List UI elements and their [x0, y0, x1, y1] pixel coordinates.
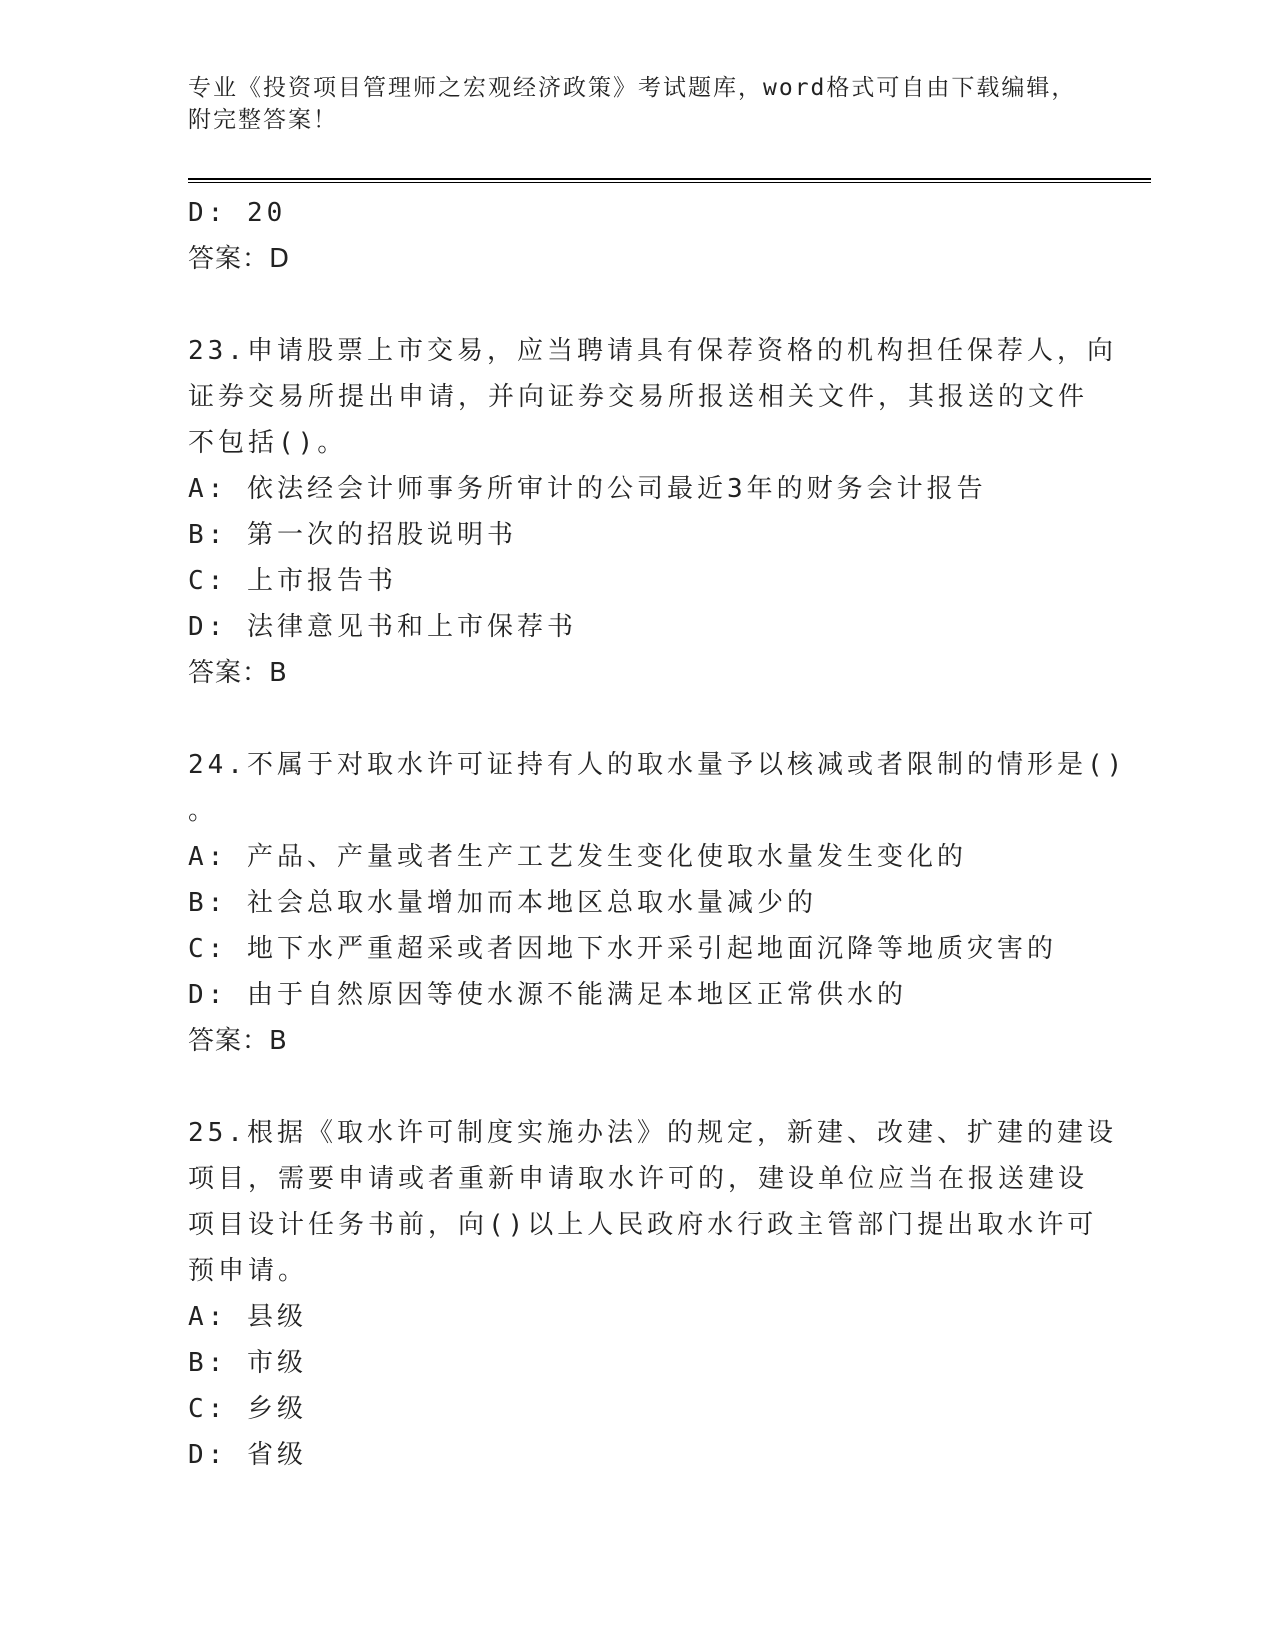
spacer: [188, 696, 1088, 742]
spacer: [188, 1064, 1088, 1110]
header-divider: [188, 178, 1151, 183]
question-text: 。: [188, 796, 219, 826]
option-b: B: 市级: [188, 1348, 307, 1378]
answer-line: 答案：D: [188, 244, 291, 274]
question-text: 项目，需要申请或者重新申请取水许可的，建设单位应当在报送建设: [188, 1164, 1089, 1194]
question-23: [188, 328, 1117, 696]
question-24: [188, 742, 1127, 1064]
question-text: 25.根据《取水许可制度实施办法》的规定，新建、改建、扩建的建设: [188, 1118, 1117, 1148]
option-d: D: 20: [188, 198, 287, 228]
question-text: 23.申请股票上市交易，应当聘请具有保荐资格的机构担任保荐人，向: [188, 336, 1117, 366]
question-text: 预申请。: [188, 1256, 309, 1286]
question-text: 不包括()。: [188, 428, 348, 458]
answer-line: 答案：B: [188, 658, 288, 688]
question-list: [188, 190, 1127, 1478]
option-c: C: 上市报告书: [188, 566, 397, 596]
question-text: 项目设计任务书前，向()以上人民政府水行政主管部门提出取水许可: [188, 1210, 1098, 1240]
option-c: C: 地下水严重超采或者因地下水开采引起地面沉降等地质灾害的: [188, 934, 1057, 964]
option-d: D: 法律意见书和上市保荐书: [188, 612, 577, 642]
option-a: A: 产品、产量或者生产工艺发生变化使取水量发生变化的: [188, 842, 967, 872]
answer-line: 答案：B: [188, 1026, 288, 1056]
header-line-2: 附完整答案！: [188, 107, 338, 133]
option-a: A: 县级: [188, 1302, 307, 1332]
question-25: [188, 1110, 1117, 1478]
option-d: D: 由于自然原因等使水源不能满足本地区正常供水的: [188, 980, 907, 1010]
header-line-1: 专业《投资项目管理师之宏观经济政策》考试题库，word格式可自由下载编辑，: [188, 75, 1077, 101]
option-d: D: 省级: [188, 1440, 307, 1470]
spacer: [188, 282, 1088, 328]
option-b: B: 第一次的招股说明书: [188, 520, 517, 550]
document-header: [188, 72, 1088, 136]
option-a: A: 依法经会计师事务所审计的公司最近3年的财务会计报告: [188, 474, 987, 504]
question-text: 24.不属于对取水许可证持有人的取水量予以核减或者限制的情形是(): [188, 750, 1127, 780]
option-b: B: 社会总取水量增加而本地区总取水量减少的: [188, 888, 817, 918]
question-text: 证券交易所提出申请，并向证券交易所报送相关文件，其报送的文件: [188, 382, 1089, 412]
option-c: C: 乡级: [188, 1394, 307, 1424]
